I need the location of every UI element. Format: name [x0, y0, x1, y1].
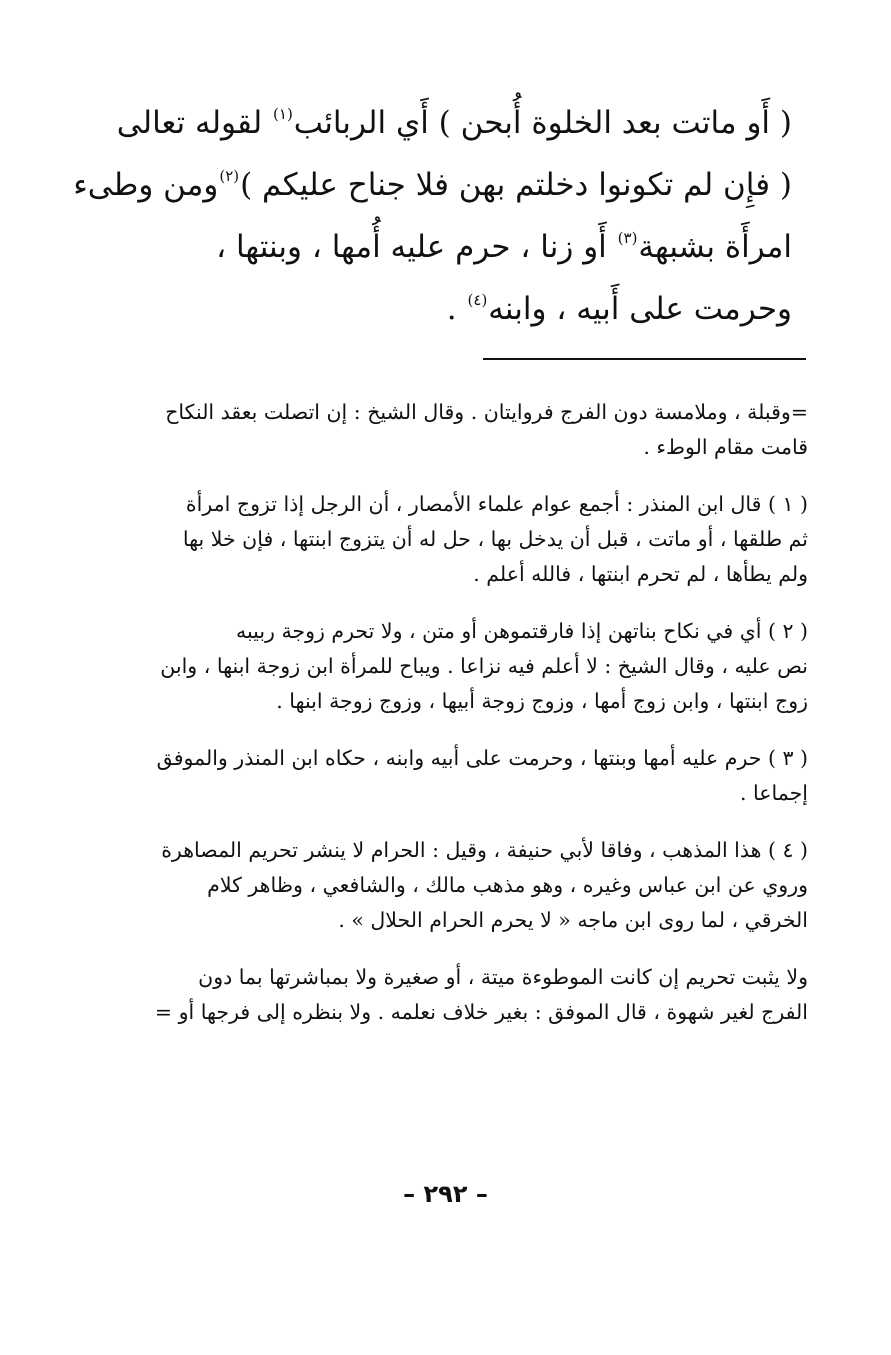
footnote-line: =وقبلة ، وملامسة دون الفرج فروايتان . وقال الشيخ : إن اتصلت بعقد النكاح: [165, 400, 808, 424]
footnote-line: ( ٣ ) حرم عليه أمها وبنتها ، وحرمت على أبيه وابنه ، حكاه ابن المنذر والموفق: [156, 746, 808, 770]
footnote-line: وروي عن ابن عباس وغيره ، وهو مذهب مالك ، والشافعي ، وظاهر كلام: [207, 873, 808, 897]
main-text-line: ( فإِن لم تكونوا دخلتم بهن فلا جناح عليكم )$^{(٢)}$ومن وطىء: [73, 167, 792, 203]
footnote-4: [68, 833, 808, 938]
footnotes: [68, 395, 808, 1052]
footnote-line: ولا يثبت تحريم إن كانت الموطوءة ميتة ، أو صغيرة ولا بمباشرتها بما دون: [198, 965, 808, 989]
main-text: [72, 92, 792, 340]
footnote-continuation: [68, 395, 808, 465]
page-number: – ٢٩٢ –: [403, 1180, 488, 1208]
footnote-ref: (١): [273, 105, 293, 123]
footnote-line: نص عليه ، وقال الشيخ : لا أعلم فيه نزاعا . ويباح للمرأة ابن زوجة ابنها ، وابن: [160, 654, 808, 678]
footnote-divider: [483, 358, 806, 360]
footnote-ref: (٢): [219, 167, 240, 185]
main-text-line: وحرمت على أَبيه ، وابنه$^{(٤)}$ .: [446, 291, 792, 327]
footnote-line: ثم طلقها ، أو ماتت ، قبل أن يدخل بها ، حل له أن يتزوج ابنتها ، فإن خلا بها: [182, 527, 808, 551]
footnote-line: قامت مقام الوطء .: [643, 435, 808, 459]
footnote-line: الخرقي ، لما روى ابن ماجه « لا يحرم الحرام الحلال » .: [338, 908, 808, 932]
footnote-line: زوج ابنتها ، وابن زوج أمها ، وزوج زوجة أبيها ، وزوج زوجة ابنها .: [276, 689, 808, 713]
footnote-line: ( ٢ ) أي في نكاح بناتهن إذا فارقتموهن أو متن ، ولا تحرم زوجة ربيبه: [235, 619, 808, 643]
footnote-line: ولم يطأها ، لم تحرم ابنتها ، فالله أعلم .: [473, 562, 808, 586]
main-text-line: امرأَة بشبهة$^{(٣)}$ أَو زنا ، حرم عليه أُمها ، وبنتها ،: [216, 229, 792, 265]
main-text-line: ( أَو ماتت بعد الخلوة أُبحن ) أَي الربائب$^{(١)}$ لقوله تعالى: [116, 105, 792, 141]
footnote-continuation-end: [68, 960, 808, 1030]
footnote-ref: (٣): [617, 229, 638, 247]
footnote-1: [68, 487, 808, 592]
footnote-line: ( ١ ) قال ابن المنذر : أجمع عوام علماء الأمصار ، أن الرجل إذا تزوج امرأة: [185, 492, 808, 516]
footnote-3: [68, 741, 808, 811]
footnote-line: الفرج لغير شهوة ، قال الموفق : بغير خلاف نعلمه . ولا بنظره إلى فرجها أو =: [154, 1000, 808, 1024]
footnote-line: ( ٤ ) هذا المذهب ، وفاقا لأبي حنيفة ، وقيل : الحرام لا ينشر تحريم المصاهرة: [161, 838, 808, 862]
footnote-line: إجماعا .: [740, 781, 808, 805]
footnote-ref: (٤): [467, 291, 488, 309]
footnote-2: [68, 614, 808, 719]
